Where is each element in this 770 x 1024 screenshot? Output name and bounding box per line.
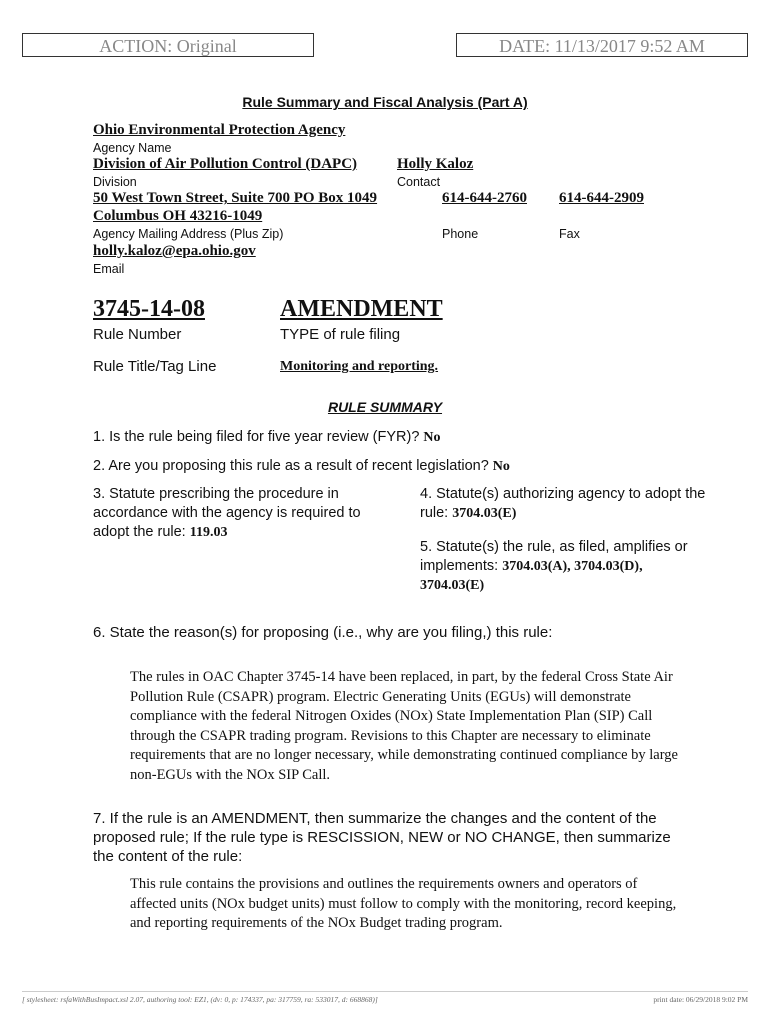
question-3-text: 3. Statute prescribing the procedure in accordance with the agency is required to adopt the rule: bbox=[93, 486, 361, 540]
question-6: 6. State the reason(s) for proposing (i.e., why are you filing,) this rule: bbox=[93, 624, 553, 641]
question-4 bbox=[420, 485, 710, 523]
answer-6: The rules in OAC Chapter 3745-14 have been replaced, in part, by the federal Cross State Air Pollution Rule (CSAPR) program. Electric Generating Units (EGUs) will demonstrate compliance with the federal Nitrogen Oxides (NOx) State Implementation Plan (SIP) Call through the CSAPR trading program. Revisions to this Chapter are necessary to eliminate requirements that are no longer necessary, while demonstrating continued compliance by large non-EGUs with the NOx SIP Call. bbox=[130, 669, 678, 783]
fax-label: Fax bbox=[559, 227, 580, 241]
answer-7: This rule contains the provisions and outlines the requirements owners and operators of affected units (NOx budget units) must follow to comply with the monitoring, record keeping, and reporting requirements of the NOx Budget trading program. bbox=[130, 876, 677, 931]
email-label: Email bbox=[93, 262, 125, 276]
footer-stylesheet-info: [ stylesheet: rsfaWithBusImpact.xsl 2.07, authoring tool: EZ1, (dv: 0, p: 174337, pa: 317759, ra: 533017, d: 668868)] bbox=[22, 995, 378, 1004]
division-name: Division of Air Pollution Control (DAPC) bbox=[93, 156, 358, 172]
question-5 bbox=[420, 538, 710, 595]
answer-2: No bbox=[492, 459, 510, 474]
answer-1: No bbox=[423, 430, 441, 445]
email-address: holly.kaloz@epa.ohio.gov bbox=[93, 243, 256, 259]
contact-label: Contact bbox=[397, 175, 441, 189]
question-2-text: 2. Are you proposing this rule as a result of recent legislation? bbox=[93, 458, 489, 474]
contact-name: Holly Kaloz bbox=[397, 156, 474, 172]
answer-5: 3704.03(A), 3704.03(D), 3704.03(E) bbox=[420, 559, 643, 593]
division-label: Division bbox=[93, 175, 137, 189]
fax-number: 614-644-2909 bbox=[559, 190, 644, 206]
question-3 bbox=[93, 485, 383, 542]
question-7: 7. If the rule is an AMENDMENT, then summarize the changes and the content of the proposed rule; If the rule type is RESCISSION, NEW or NO CHANGE, then summarize the content of the rule: bbox=[93, 810, 671, 865]
question-1-text: 1. Is the rule being filed for five year review (FYR)? bbox=[93, 429, 420, 445]
address-label: Agency Mailing Address (Plus Zip) bbox=[93, 227, 284, 241]
footer-print-date: print date: 06/29/2018 9:02 PM bbox=[653, 995, 748, 1004]
rule-title: Monitoring and reporting. bbox=[280, 359, 439, 374]
answer-4: 3704.03(E) bbox=[452, 506, 517, 521]
agency-name-label: Agency Name bbox=[93, 141, 172, 155]
rule-type-label: TYPE of rule filing bbox=[280, 326, 401, 343]
question-1 bbox=[93, 428, 733, 447]
footer-divider bbox=[22, 991, 748, 992]
document-title: Rule Summary and Fiscal Analysis (Part A) bbox=[242, 94, 528, 110]
rule-number-label: Rule Number bbox=[93, 326, 182, 343]
rule-type: AMENDMENT bbox=[280, 296, 443, 322]
question-4-text: 4. Statute(s) authorizing agency to adopt the rule: bbox=[420, 486, 706, 521]
rule-summary-heading: RULE SUMMARY bbox=[327, 399, 443, 415]
action-text: ACTION: Original bbox=[99, 36, 237, 56]
rule-title-label: Rule Title/Tag Line bbox=[93, 358, 217, 375]
date-text: DATE: 11/13/2017 9:52 AM bbox=[499, 36, 705, 56]
address-line1: 50 West Town Street, Suite 700 PO Box 1049 bbox=[93, 190, 378, 206]
date-box bbox=[456, 33, 748, 57]
question-2 bbox=[93, 457, 733, 476]
rule-number: 3745-14-08 bbox=[93, 296, 205, 322]
address-line2: Columbus OH 43216-1049 bbox=[93, 208, 263, 224]
answer-3: 119.03 bbox=[189, 525, 228, 540]
phone-label: Phone bbox=[442, 227, 479, 241]
question-5-text: 5. Statute(s) the rule, as filed, amplifies or implements: bbox=[420, 539, 688, 574]
phone-number: 614-644-2760 bbox=[442, 190, 527, 206]
agency-name: Ohio Environmental Protection Agency bbox=[93, 122, 346, 138]
action-box bbox=[22, 33, 314, 57]
